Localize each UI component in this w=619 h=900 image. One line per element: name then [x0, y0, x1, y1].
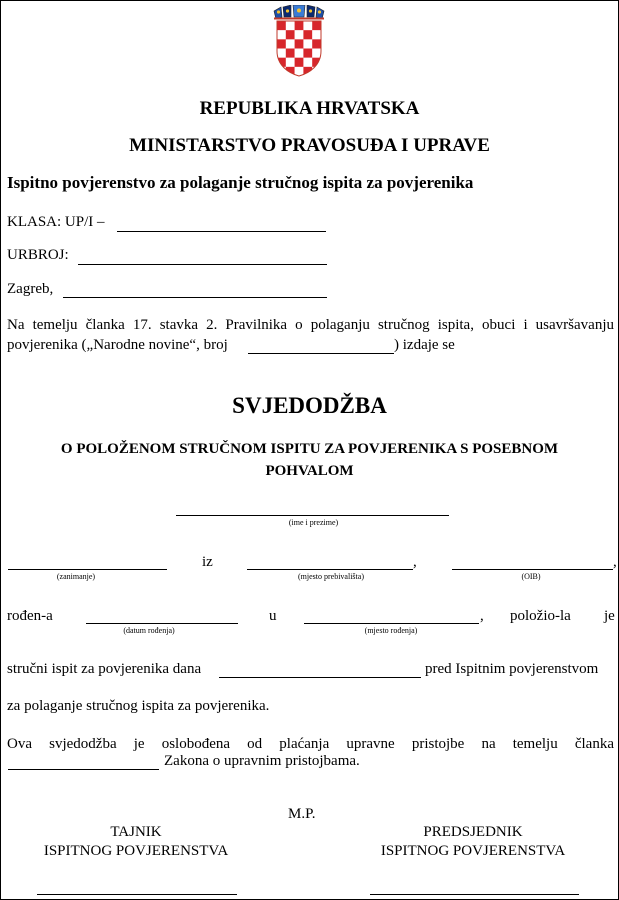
shield-square: [303, 49, 312, 58]
shield-square: [295, 58, 304, 67]
urbroj-label: URBROJ:: [7, 247, 69, 263]
passed-label: položio-la: [510, 608, 571, 624]
birthplace-caption: (mjesto rođenja): [364, 626, 418, 635]
iz-label: iz: [202, 554, 213, 570]
shield-square: [303, 67, 312, 76]
exam-date-field[interactable]: [219, 677, 421, 678]
je-label: je: [604, 608, 615, 624]
gazette-number-field[interactable]: [248, 353, 394, 354]
zagreb-label: Zagreb,: [7, 281, 54, 297]
residence-caption: (mjesto prebivališta): [298, 572, 364, 581]
shield-square: [303, 58, 312, 67]
shield-square: [295, 30, 304, 39]
comma-1: ,: [413, 554, 417, 570]
crown-icon: [274, 5, 324, 20]
exam-line-1a: stručni ispit za povjerenika dana: [7, 661, 202, 677]
birth-date-caption: (datum rođenja): [123, 626, 175, 635]
president-title-2: ISPITNOG POVJERENSTVA: [380, 843, 566, 859]
shield-square: [286, 49, 295, 58]
occupation-caption: (zanimanje): [56, 572, 96, 581]
shield-square: [303, 30, 312, 39]
oib-field[interactable]: [452, 569, 613, 570]
shield-square: [312, 30, 321, 39]
oib-caption: (OIB): [521, 572, 541, 581]
occupation-field[interactable]: [8, 569, 167, 570]
president-signature-line[interactable]: [370, 894, 579, 895]
exemption-line-2: Zakona o upravnim pristojbama.: [164, 753, 360, 769]
exam-line-2: za polaganje stručnog ispita za povjerenika.: [7, 698, 270, 714]
secretary-title-1: TAJNIK: [110, 824, 162, 840]
shield-square: [312, 39, 321, 48]
shield-square: [277, 39, 286, 48]
document-title: SVJEDODŽBA: [232, 393, 387, 418]
law-article-field[interactable]: [8, 769, 159, 770]
shield-square: [295, 49, 304, 58]
shield-square: [277, 30, 286, 39]
shield-square: [277, 49, 286, 58]
shield-square: [286, 21, 295, 30]
intro-line-2b: ) izdaje se: [394, 337, 455, 353]
urbroj-field[interactable]: [78, 264, 327, 265]
born-label: rođen-a: [7, 608, 53, 624]
birth-date-field[interactable]: [86, 623, 238, 624]
name-field[interactable]: [176, 515, 449, 516]
document-subtitle-1: O POLOŽENOM STRUČNOM ISPITU ZA POVJERENIKA S POSEBNOM: [60, 441, 559, 457]
klasa-field[interactable]: [117, 231, 326, 232]
country-heading: REPUBLIKA HRVATSKA: [199, 98, 420, 119]
document-subtitle-2: POHVALOM: [265, 463, 354, 479]
u-label: u: [269, 608, 277, 624]
secretary-signature-line[interactable]: [37, 894, 237, 895]
birthplace-field[interactable]: [304, 623, 479, 624]
exemption-line-1: Ova svjedodžba je oslobođena od plaćanja upravne pristojbe na temelju članka: [7, 736, 614, 752]
shield-square: [277, 21, 286, 30]
comma-3: ,: [480, 608, 484, 624]
shield-square: [312, 21, 321, 30]
shield-square: [295, 39, 304, 48]
intro-line-2a: povjerenika („Narodne novine“, broj: [7, 337, 228, 353]
secretary-title-2: ISPITNOG POVJERENSTVA: [43, 843, 229, 859]
commission-heading: Ispitno povjerenstvo za polaganje stručnog ispita za povjerenika: [7, 173, 474, 192]
comma-2: ,: [613, 554, 617, 570]
shield-square: [303, 21, 312, 30]
shield-square: [303, 39, 312, 48]
croatian-coat-of-arms: [272, 5, 326, 77]
name-caption: (ime i prezime): [288, 518, 339, 527]
shield-square: [286, 30, 295, 39]
residence-field[interactable]: [247, 569, 413, 570]
klasa-label: KLASA: UP/I –: [7, 214, 105, 230]
exam-line-1b: pred Ispitnim povjerenstvom: [425, 661, 599, 677]
president-title-1: PREDSJEDNIK: [423, 824, 523, 840]
shield-square: [286, 67, 295, 76]
stamp-label: M.P.: [288, 806, 316, 822]
shield-square: [286, 58, 295, 67]
shield-square: [286, 39, 295, 48]
intro-line-1: Na temelju članka 17. stavka 2. Pravilnika o polaganju stručnog ispita, obuci i usavršavanju: [7, 317, 614, 333]
ministry-heading: MINISTARSTVO PRAVOSUĐA I UPRAVE: [129, 135, 490, 156]
date-field[interactable]: [63, 297, 327, 298]
shield-square: [295, 21, 304, 30]
shield-square: [312, 49, 321, 58]
